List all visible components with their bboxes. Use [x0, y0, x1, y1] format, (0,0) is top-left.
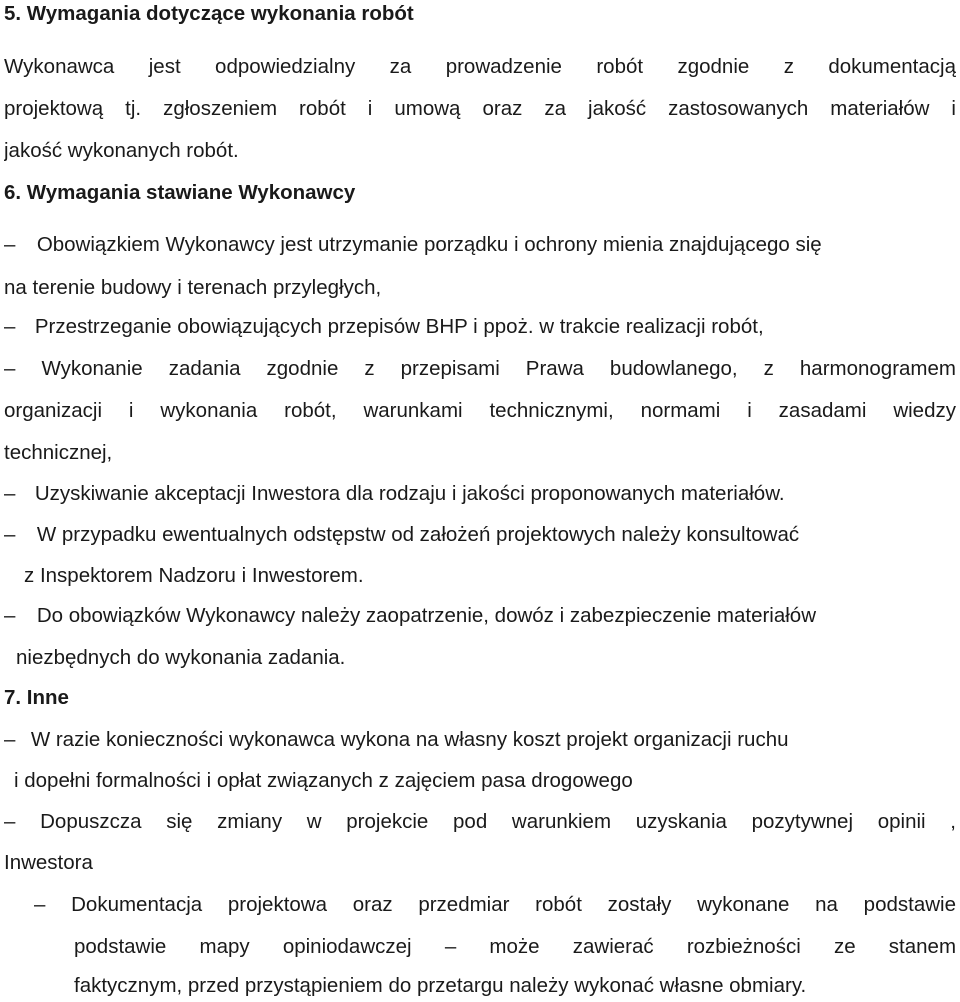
dash-bullet: –	[4, 357, 16, 380]
dash-bullet: –	[4, 315, 16, 338]
dash-bullet: –	[4, 233, 16, 256]
dash-bullet: –	[4, 482, 16, 505]
section-6-line: technicznej,	[4, 441, 113, 464]
section-6-item: – Obowiązkiem Wykonawcy jest utrzymanie porządku i ochrony mienia znajdującego się	[4, 233, 822, 256]
section-7-line: i dopełni formalności i opłat związanych z zajęciem pasa drogowego	[14, 769, 633, 792]
section-6-item: – Wykonanie zadania zgodnie z przepisami Prawa budowlanego, z harmonogramem	[4, 357, 956, 380]
section-7-line: Inwestora	[4, 851, 93, 874]
section-5-line: projektową tj. zgłoszeniem robót i umową oraz za jakość zastosowanych materiałów i	[4, 97, 956, 120]
section-6-line: z Inspektorem Nadzoru i Inwestorem.	[24, 564, 364, 587]
section-5-line: jakość wykonanych robót.	[4, 139, 239, 162]
section-6-item: – Uzyskiwanie akceptacji Inwestora dla rodzaju i jakości proponowanych materiałów.	[4, 482, 785, 505]
dash-bullet: –	[34, 893, 46, 916]
section-6-line: organizacji i wykonania robót, warunkami technicznymi, normami i zasadami wiedzy	[4, 399, 956, 422]
section-7-heading: 7. Inne	[4, 686, 69, 709]
dash-bullet: –	[444, 935, 457, 958]
section-5-line: Wykonawca jest odpowiedzialny za prowadzenie robót zgodnie z dokumentacją	[4, 55, 956, 78]
dash-bullet: –	[4, 523, 16, 546]
section-5-heading: 5. Wymagania dotyczące wykonania robót	[4, 2, 414, 25]
section-7-line: faktycznym, przed przystąpieniem do przetargu należy wykonać własne obmiary.	[74, 974, 807, 997]
section-6-line: na terenie budowy i terenach przyległych,	[4, 276, 382, 299]
section-7-line: podstawie mapy opiniodawczej – może zawierać rozbieżności ze stanem	[74, 935, 956, 958]
section-6-line: niezbędnych do wykonania zadania.	[16, 646, 346, 669]
dash-bullet: –	[4, 728, 16, 751]
section-7-item: – W razie konieczności wykonawca wykona na własny koszt projekt organizacji ruchu	[4, 728, 789, 751]
section-7-item: – Dokumentacja projektowa oraz przedmiar robót zostały wykonane na podstawie	[34, 893, 956, 916]
dash-bullet: –	[4, 810, 16, 833]
section-7-item: – Dopuszcza się zmiany w projekcie pod warunkiem uzyskania pozytywnej opinii ,	[4, 810, 956, 833]
section-6-item: – Przestrzeganie obowiązujących przepisów BHP i ppoż. w trakcie realizacji robót,	[4, 315, 764, 338]
section-6-item: – Do obowiązków Wykonawcy należy zaopatrzenie, dowóz i zabezpieczenie materiałów	[4, 604, 817, 627]
dash-bullet: –	[4, 604, 16, 627]
section-6-heading: 6. Wymagania stawiane Wykonawcy	[4, 181, 356, 204]
section-6-item: – W przypadku ewentualnych odstępstw od założeń projektowych należy konsultować	[4, 523, 800, 546]
